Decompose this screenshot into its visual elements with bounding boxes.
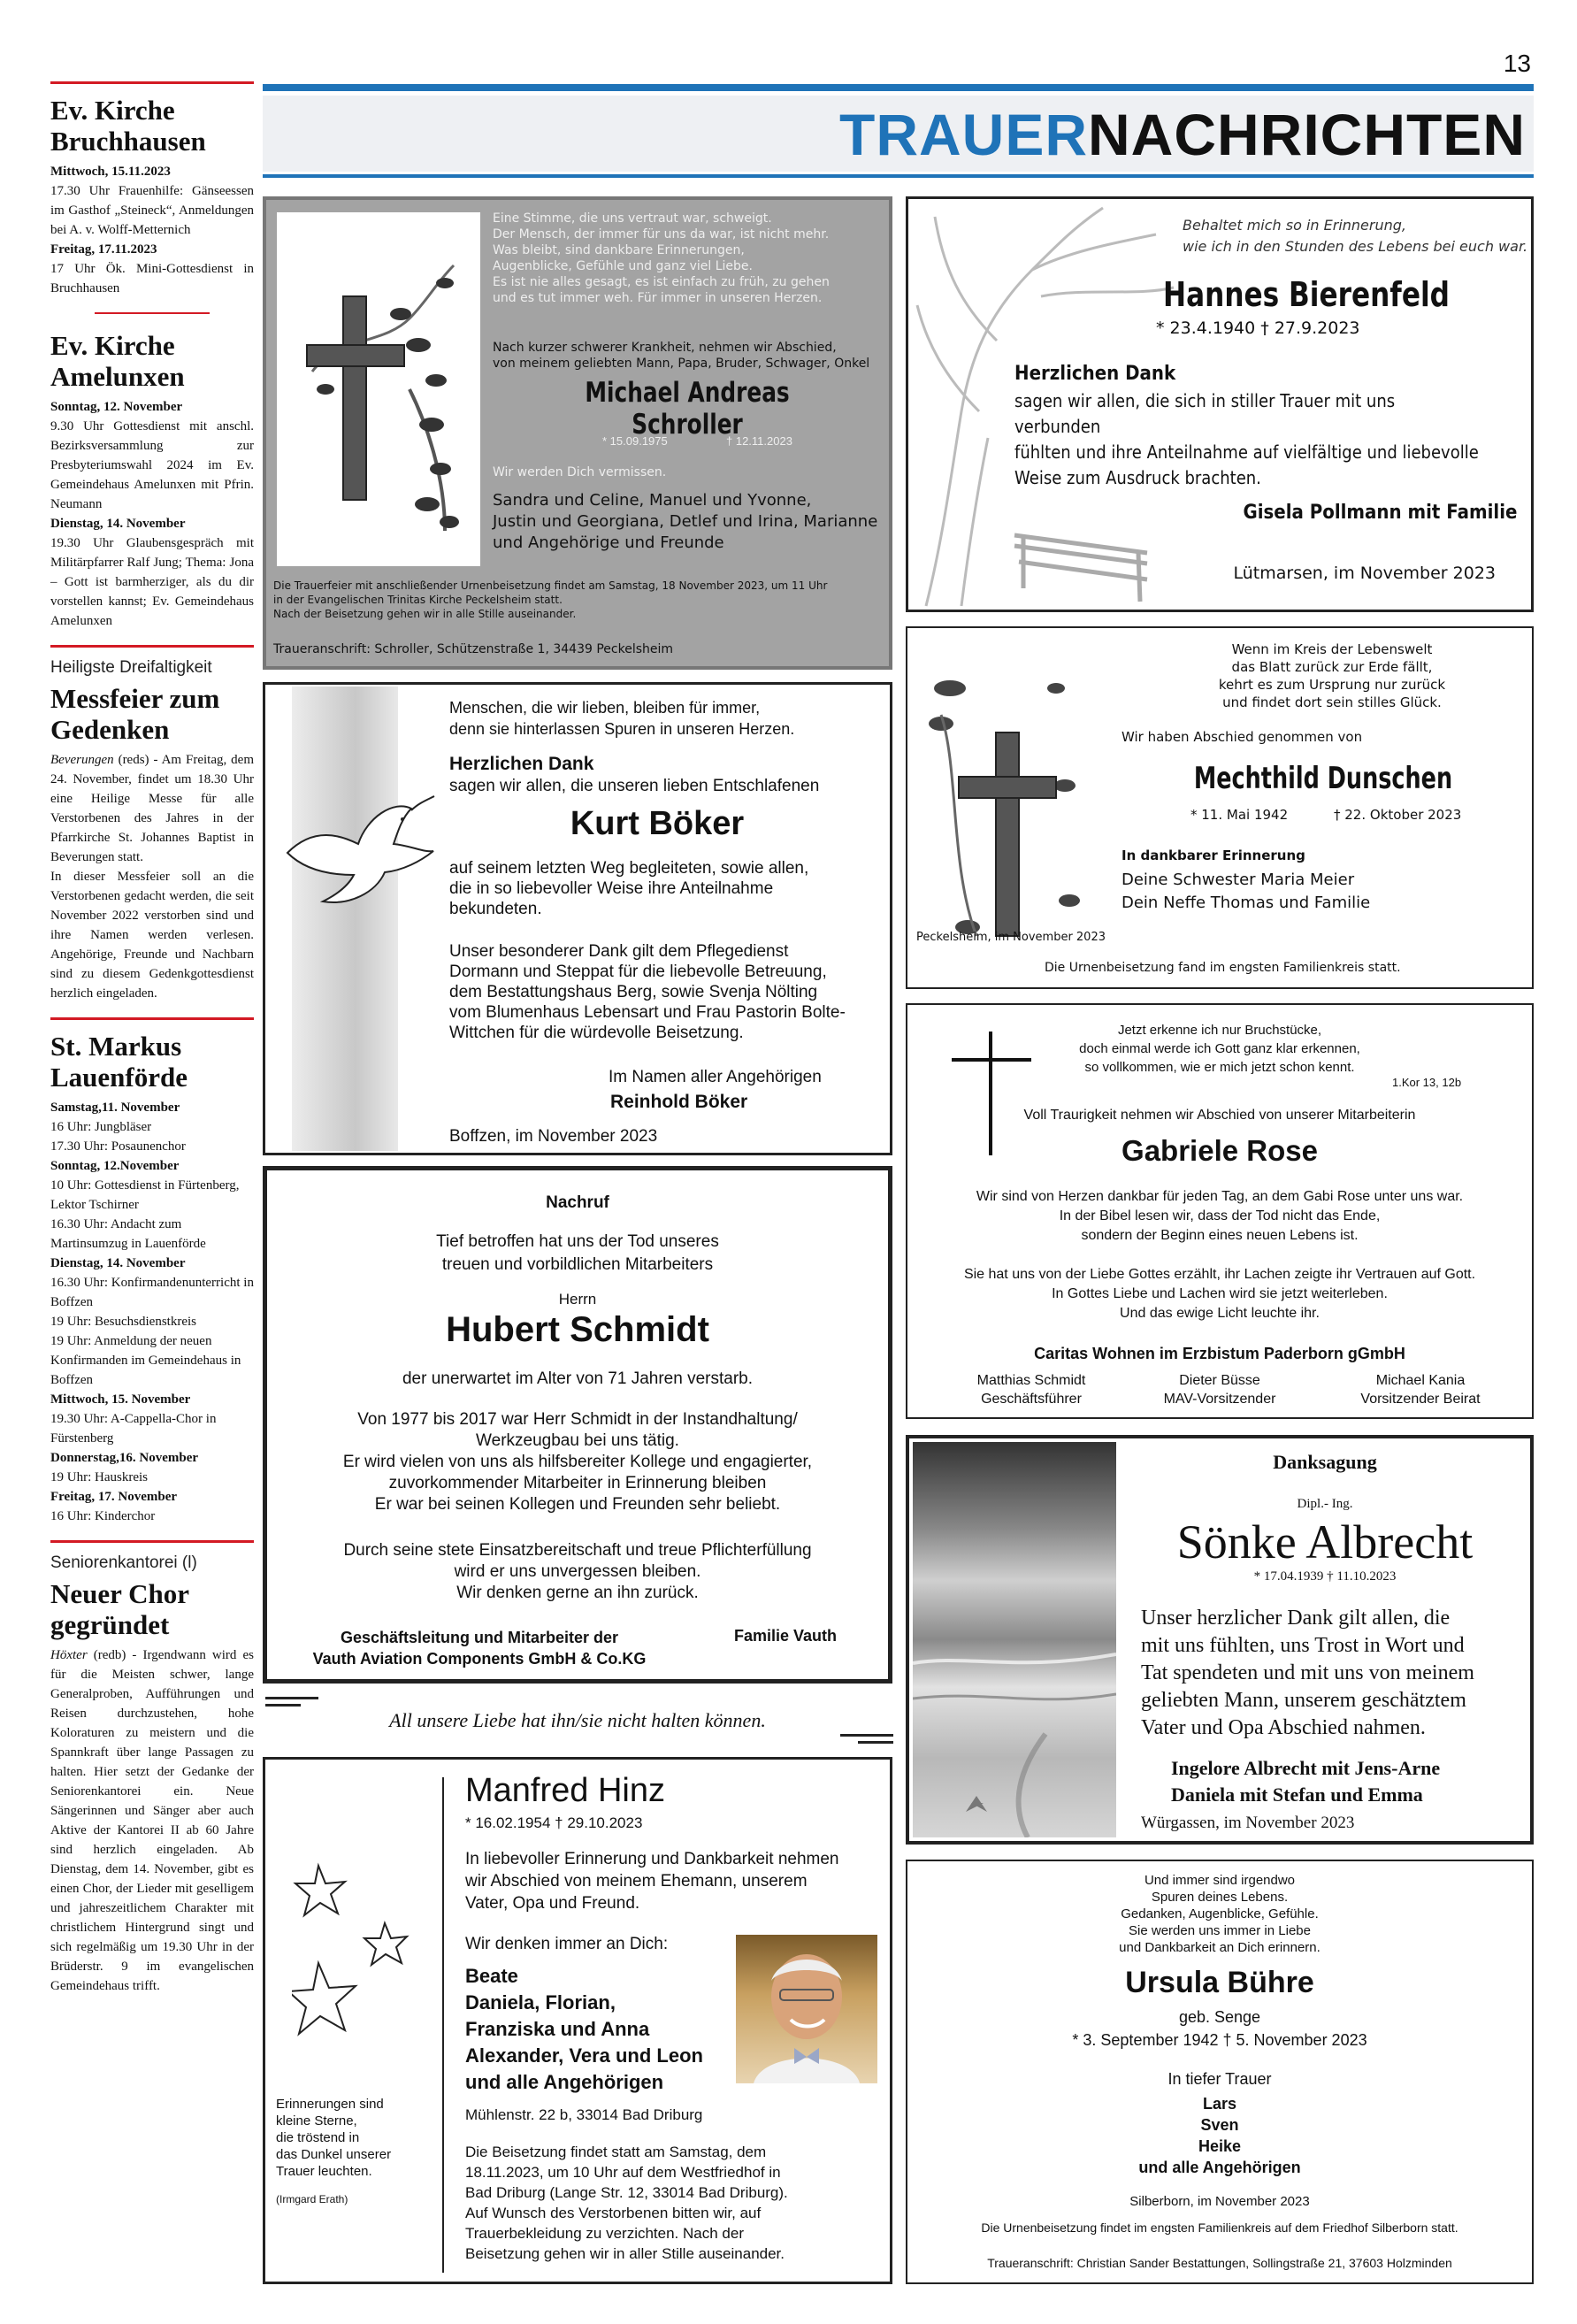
family-list: Deine Schwester Maria Meier Dein Neffe Thomas und Familie xyxy=(1122,871,1371,912)
address: Traueranschrift: Christian Sander Bestattungen, Sollingstraße 21, 37603 Holzminden xyxy=(987,2256,1452,2270)
signature-name: Reinhold Böker xyxy=(610,1092,748,1112)
family-list: Beate Daniela, Florian, Franziska und Anna Alexander, Vera und Leon und alle Angehörigen xyxy=(465,1965,703,2093)
address: Traueranschrift: Schroller, Schützenstraße 1, 34439 Peckelsheim xyxy=(273,642,674,656)
portrait-photo xyxy=(736,1935,877,2083)
cross-image xyxy=(915,635,1096,954)
dates: * 16.02.1954 † 29.10.2023 xyxy=(465,1814,643,1831)
schedule-entry: 16 Uhr: Kinderchor xyxy=(50,1509,156,1523)
schedule-entry: 19 Uhr: Anmeldung der neuen Konfirmanden im Gemeindehaus in Boffzen xyxy=(50,1334,241,1387)
obituary-rose xyxy=(906,1003,1534,1419)
header-rule xyxy=(263,84,1534,91)
farewell-text: In liebevoller Erinnerung und Dankbarkeit nehmen wir Abschied von meinem Ehemann, unserem Vater, Opa und Freund. xyxy=(465,1850,839,1913)
slogan-rule-right xyxy=(858,1741,893,1744)
date-line: Sonntag, 12. November xyxy=(50,400,183,414)
family-list: Sandra und Celine, Manuel und Yvonne, Justin und Georgiana, Detlef und Irina, Marianne und Angehörige und Freunde xyxy=(493,491,878,552)
place-date: Würgassen, im November 2023 xyxy=(1141,1814,1355,1832)
article-text: (redb) - Irgendwann wird es für die Meisten schwer, lange Generalproben, Aufführungen und Reisen durchzustehen, hohe Koloraturen zu meistern und die Spannkraft über lange Passagen zu halten. Hier setzt der Gedanke der Seniorenkantorei ein. Neue Sängerinnen und Sänger aber auch Aktive der Kantorei II ab 60 Jahre sind herzlich eingeladen. Ab Dienstag, dem 14. November, gibt es einen Chor, der Lieder mit geselligem und jahreszeitlichem Charakter mit christlichem Hintergrund singt und sich regelmäßig um 19.30 Uhr in der Brüderstr. 9 im evangelischen Gemeindehaus trifft. xyxy=(50,1648,254,1993)
burial-note: Die Urnenbeisetzung findet im engsten Familienkreis auf dem Friedhof Silberborn statt. xyxy=(981,2220,1458,2235)
obituary-schmidt xyxy=(263,1166,892,1684)
deceased-name: Hubert Schmidt xyxy=(446,1310,709,1349)
family-signature: Familie Vauth xyxy=(734,1627,838,1645)
article-text: (reds) - Am Freitag, dem 24. November, findet um 18.30 Uhr eine Heilige Messe für alle Verstorbenen des Jahres in der Pfarrkirche St. Johannes Baptist in Beverungen statt. xyxy=(50,753,254,864)
maiden-name: geb. Senge xyxy=(1178,2008,1261,2026)
place-date: Lütmarsen, im November 2023 xyxy=(1233,564,1496,583)
page-number: 13 xyxy=(1503,50,1531,77)
article-title: St. Markus Lauenförde xyxy=(50,1031,188,1093)
date-line: Mittwoch, 15.11.2023 xyxy=(50,165,171,179)
poem: Erinnerungen sind kleine Sterne, die tröstend in das Dunkel unserer Trauer leuchten. xyxy=(276,2097,392,2179)
place-date: Silberborn, im November 2023 xyxy=(1129,2194,1310,2209)
grey-band xyxy=(292,686,398,1151)
intro: Voll Traurigkeit nehmen wir Abschied von unserer Mitarbeiterin xyxy=(1023,1108,1416,1123)
thanks-heading: Herzlichen Dank xyxy=(1014,363,1176,385)
verse-reference: 1.Kor 13, 12b xyxy=(1392,1076,1462,1089)
dateline-place: Höxter xyxy=(50,1648,88,1662)
article-title: Ev. Kirche Amelunxen xyxy=(50,330,185,392)
article-title: Neuer Chor gegründet xyxy=(50,1578,189,1640)
stars-icon xyxy=(292,1848,425,2069)
obituary-boeker xyxy=(263,682,892,1155)
signatory-3: Michael Kania Vorsitzender Beirat xyxy=(1360,1373,1481,1407)
memory-paragraph: Durch seine stete Einsatzbereitschaft und treue Pflichterfüllung wird er uns unvergessen bleiben. Wir denken gerne an ihn zurück. xyxy=(343,1541,812,1602)
obituary-bierenfeld xyxy=(906,196,1534,612)
deceased-name: Sönke Albrecht xyxy=(1176,1515,1474,1569)
poem: Eine Stimme, die uns vertraut war, schweigt. Der Mensch, der immer für uns da war, ist nicht mehr. Was bleibt, sind dankbare Erinnerungen, Augenblicke, Gefühle und ganz viel Liebe. Es ist nie alles gesagt, es ist einfach zu früh, zu gehen und es tut immer weh. Für immer in unseren Herzen. xyxy=(493,211,830,305)
obituary-buehre xyxy=(906,1860,1534,2284)
danksagung-heading: Danksagung xyxy=(1273,1451,1377,1473)
thanks-text: Unser herzlicher Dank gilt allen, die mit uns fühlten, uns Trost in Wort und Tat spendeten und mit uns von meinem geliebten Mann, unserem geschätztem Vater und Opa Abschied nahmen. xyxy=(1141,1607,1474,1739)
address: Mühlenstr. 22 b, 33014 Bad Driburg xyxy=(465,2106,703,2123)
deceased-name: Gabriele Rose xyxy=(1122,1134,1318,1167)
thanks-paragraph: auf seinem letzten Weg begleiteten, sowie allen, die in so liebevoller Weise ihre Anteilnahme bekundeten. xyxy=(449,859,809,918)
thanks-heading: Herzlichen Dank xyxy=(449,754,594,774)
nachruf-heading: Nachruf xyxy=(546,1193,609,1212)
dateline-place: Beverungen xyxy=(50,753,114,767)
verse: Behaltet mich so in Erinnerung, wie ich in den Stunden des Lebens bei euch war. xyxy=(1183,217,1528,255)
miss-line: Wir werden Dich vermissen. xyxy=(493,465,667,479)
schedule-list xyxy=(50,1098,254,1526)
signatory-2: Dieter Büsse MAV-Vorsitzender xyxy=(1163,1373,1276,1407)
career-paragraph: Von 1977 bis 2017 war Herr Schmidt in der Instandhaltung/ Werkzeugbau bei uns tätig. Er wird vielen von uns als hilfsbereiter Kollege und engagierter, zuvorkommender Mitarbeiter in Erinnerung bleiben Er war bei seinen Kollegen und Freunden sehr beliebt. xyxy=(342,1410,813,1514)
obituary-dunschen xyxy=(906,626,1534,989)
family: Gisela Pollmann mit Familie xyxy=(1243,502,1517,524)
date-line: Dienstag, 14. November xyxy=(50,517,186,531)
dove-icon xyxy=(279,791,438,915)
schedule-date: Mittwoch, 15. November xyxy=(50,1392,191,1407)
paragraph-1: Wir sind von Herzen dankbar für jeden Tag, an dem Gabi Rose unter uns war. In der Bibel lesen wir, dass der Tod nicht das Ende, sondern der Beginn eines neuen Lebens ist. xyxy=(976,1189,1464,1243)
beach-image xyxy=(913,1442,1116,1837)
age-line: der unerwartet im Alter von 71 Jahren verstarb. xyxy=(402,1369,754,1388)
schedule-entry: 10 Uhr: Gottesdienst in Fürtenberg, Lektor Tschirner xyxy=(50,1178,240,1212)
article-kicker: Seniorenkantorei (l) xyxy=(50,1553,197,1572)
deceased-name: Ursula Bühre xyxy=(1125,1966,1314,1999)
deceased-name: Mechthild Dunschen xyxy=(1193,761,1453,796)
special-thanks: Unser besonderer Dank gilt dem Pflegedienst Dormann und Steppat für die liebevolle Betreuung, dem Bestattungshaus Berg, sowie Svenja Nölting vom Blumenhaus Lebensart und Frau Pastorin Bolte- Wittchen für die würdevolle Beisetzung. xyxy=(449,942,846,1042)
obituary-schroller xyxy=(263,196,892,670)
header-underline xyxy=(263,174,1534,178)
verse: Jetzt erkenne ich nur Bruchstücke, doch einmal werde ich Gott ganz klar erkennen, so vollkommen, wie er mich jetzt schon kennt. xyxy=(1079,1023,1360,1075)
schedule-date: Freitag, 17. November xyxy=(50,1490,178,1504)
deceased-name: Hannes Bierenfeld xyxy=(1163,275,1450,314)
place-date: Peckelsheim, im November 2023 xyxy=(916,931,1106,944)
dates: * 17.04.1939 † 11.10.2023 xyxy=(1253,1569,1397,1584)
intro: Nach kurzer schwerer Krankheit, nehmen wir Abschied, von meinem geliebten Mann, Papa, Bruder, Schwager, Onkel xyxy=(493,341,870,371)
schedule-entry: 16 Uhr: Jungbläser xyxy=(50,1120,152,1134)
section-title-accent: TRAUER xyxy=(839,102,1089,167)
mourning-line: In tiefer Trauer xyxy=(1167,2070,1272,2088)
schedule-date: Sonntag, 12.November xyxy=(50,1159,180,1173)
signature-line: Im Namen aller Angehörigen xyxy=(609,1068,822,1086)
section-title xyxy=(839,103,1526,166)
family-signature: Ingelore Albrecht mit Jens-Arne Daniela mit Stefan und Emma xyxy=(1171,1757,1441,1806)
article-text: 17.30 Uhr Frauenhilfe: Gänseessen im Gasthof „Steineck“, Anmeldungen bei A. v. Wolff-Metternich xyxy=(50,184,254,237)
think-line: Wir denken immer an Dich: xyxy=(465,1935,669,1953)
schedule-date: Samstag,11. November xyxy=(50,1101,180,1115)
slogan-rule-left xyxy=(265,1704,301,1707)
organization: Caritas Wohnen im Erzbistum Paderborn gGmbH xyxy=(1034,1345,1405,1362)
deceased-name: Kurt Böker xyxy=(570,805,745,842)
article-text: In dieser Messfeier soll an die Verstorbenen gedacht werden, die seit November 2022 verstorben sind und ihre Namen werden verlesen. Angehörige, Freunde und Nachbarn sind zu diesem Gedenkgottesdienst herzlich eingeladen. xyxy=(50,870,254,1001)
schedule-entry: 16.30 Uhr: Konfirmandenunterricht in Boffzen xyxy=(50,1276,254,1309)
deceased-name: Manfred Hinz xyxy=(465,1772,665,1809)
schedule-entry: 16.30 Uhr: Andacht zum Martinsumzug in Lauenförde xyxy=(50,1217,206,1251)
birth-date: * 11. Mai 1942 xyxy=(1190,807,1289,823)
schedule-entry: 19 Uhr: Hauskreis xyxy=(50,1470,148,1484)
schedule-entry: 17.30 Uhr: Posaunenchor xyxy=(50,1139,186,1154)
dates: * 23.4.1940 † 27.9.2023 xyxy=(1156,318,1360,338)
article-text: 17 Uhr Ök. Mini-Gottesdienst in Bruchhausen xyxy=(50,262,254,295)
memory-heading: In dankbarer Erinnerung xyxy=(1122,848,1305,863)
family-list: Lars Sven Heike und alle Angehörigen xyxy=(1138,2095,1301,2176)
article-title: Ev. Kirche Bruchhausen xyxy=(50,95,206,157)
thanks-line: sagen wir allen, die unseren lieben Entschlafenen xyxy=(449,777,820,795)
slogan: All unsere Liebe hat ihn/sie nicht halten können. xyxy=(389,1709,766,1731)
company-signature: Geschäftsleitung und Mitarbeiter der Vauth Aviation Components GmbH & Co.KG xyxy=(312,1629,647,1668)
schedule-date: Donnerstag,16. November xyxy=(50,1451,199,1465)
birth-date: * 15.09.1975 xyxy=(602,434,668,448)
dates: * 3. September 1942 † 5. November 2023 xyxy=(1072,2031,1367,2049)
slogan-rule-right xyxy=(840,1734,893,1737)
obituary-hinz xyxy=(263,1757,892,2284)
divider xyxy=(442,1777,444,2273)
death-date: † 22. Oktober 2023 xyxy=(1334,807,1462,823)
schedule-entry: 19 Uhr: Besuchsdienstkreis xyxy=(50,1315,196,1329)
salutation: Herrn xyxy=(558,1291,597,1308)
verse: Wenn im Kreis der Lebenswelt das Blatt zurück zur Erde fällt, kehrt es zum Ursprung nur zurück und findet dort sein stilles Glück. xyxy=(1218,641,1446,710)
death-date: † 12.11.2023 xyxy=(726,434,792,448)
article-kicker: Heiligste Dreifaltigkeit xyxy=(50,658,212,677)
article-title: Messfeier zum Gedenken xyxy=(50,683,220,745)
signatory-1: Matthias Schmidt Geschäftsführer xyxy=(976,1373,1086,1407)
thanks-text: sagen wir allen, die sich in stiller Trauer mit uns verbunden fühlten und ihre Anteilnahme auf vielfältige und liebevolle Weise zum Ausdruck brachten. xyxy=(1014,390,1479,488)
verse: Und immer sind irgendwo Spuren deines Lebens. Gedanken, Augenblicke, Gefühle. Sie werden uns immer in Liebe und Dankbarkeit an Dich erinnern. xyxy=(1119,1873,1321,1955)
deceased-name: Michael Andreas Schroller xyxy=(585,377,790,441)
left-news-column xyxy=(50,81,254,2311)
obituary-albrecht xyxy=(906,1435,1534,1845)
intro: Wir haben Abschied genommen von xyxy=(1122,729,1363,745)
slogan-rule-left xyxy=(265,1697,318,1699)
poem-author: (Irmgard Erath) xyxy=(276,2193,348,2205)
intro: Tief betroffen hat uns der Tod unseres treuen und vorbildlichen Mitarbeiters xyxy=(436,1232,719,1274)
place-date: Boffzen, im November 2023 xyxy=(449,1127,658,1146)
section-title-rest: NACHRICHTEN xyxy=(1088,102,1526,167)
verse: Menschen, die wir lieben, bleiben für immer, denn sie hinterlassen Spuren in unseren Herzen. xyxy=(449,699,795,738)
burial-note: Die Urnenbeisetzung fand im engsten Familienkreis statt. xyxy=(1045,961,1401,975)
academic-title: Dipl.- Ing. xyxy=(1297,1497,1353,1511)
cross-image xyxy=(277,212,480,566)
schedule-date: Dienstag, 14. November xyxy=(50,1256,186,1270)
schedule-entry: 19.30 Uhr: A-Cappella-Chor in Fürstenberg xyxy=(50,1412,217,1446)
funeral-info: Die Trauerfeier mit anschließender Urnenbeisetzung findet am Samstag, 18 November 2023, um 11 Uhr in der Evangelischen Trinitas Kirche Peckelsheim statt. Nach der Beisetzung gehen wir in alle Stille auseinander. xyxy=(273,579,828,620)
date-line: Freitag, 17.11.2023 xyxy=(50,242,157,257)
paragraph-2: Sie hat uns von der Liebe Gottes erzählt, ihr Lachen zeigte ihr Vertrauen auf Gott. In Gottes Liebe und Lachen wird sie jetzt weiterleben. Und das ewige Licht leuchte ihr. xyxy=(963,1267,1476,1321)
funeral-info: Die Beisetzung findet statt am Samstag, dem 18.11.2023, um 10 Uhr auf dem Westfriedhof in Bad Driburg (Lange Str. 12, 33014 Bad Driburg). Auf Wunsch des Verstorbenen bitten wir, auf Trauerbekleidung zu verzichten. Nach der Beisetzung gehen wir in aller Stille auseinander. xyxy=(465,2144,788,2262)
article-text: 19.30 Uhr Glaubensgespräch mit Militärpfarrer Ralf Jung; Thema: Jona – Gott ist barmherziger, als du dir vorstellen kannst; Ev. Gemeindehaus Amelunxen xyxy=(50,536,254,628)
article-text: 9.30 Uhr Gottesdienst mit anschl. Bezirksversammlung zur Presbyteriumswahl 2024 im Ev. Gemeindehaus Amelunxen mit Pfrin. Neumann xyxy=(50,419,254,511)
